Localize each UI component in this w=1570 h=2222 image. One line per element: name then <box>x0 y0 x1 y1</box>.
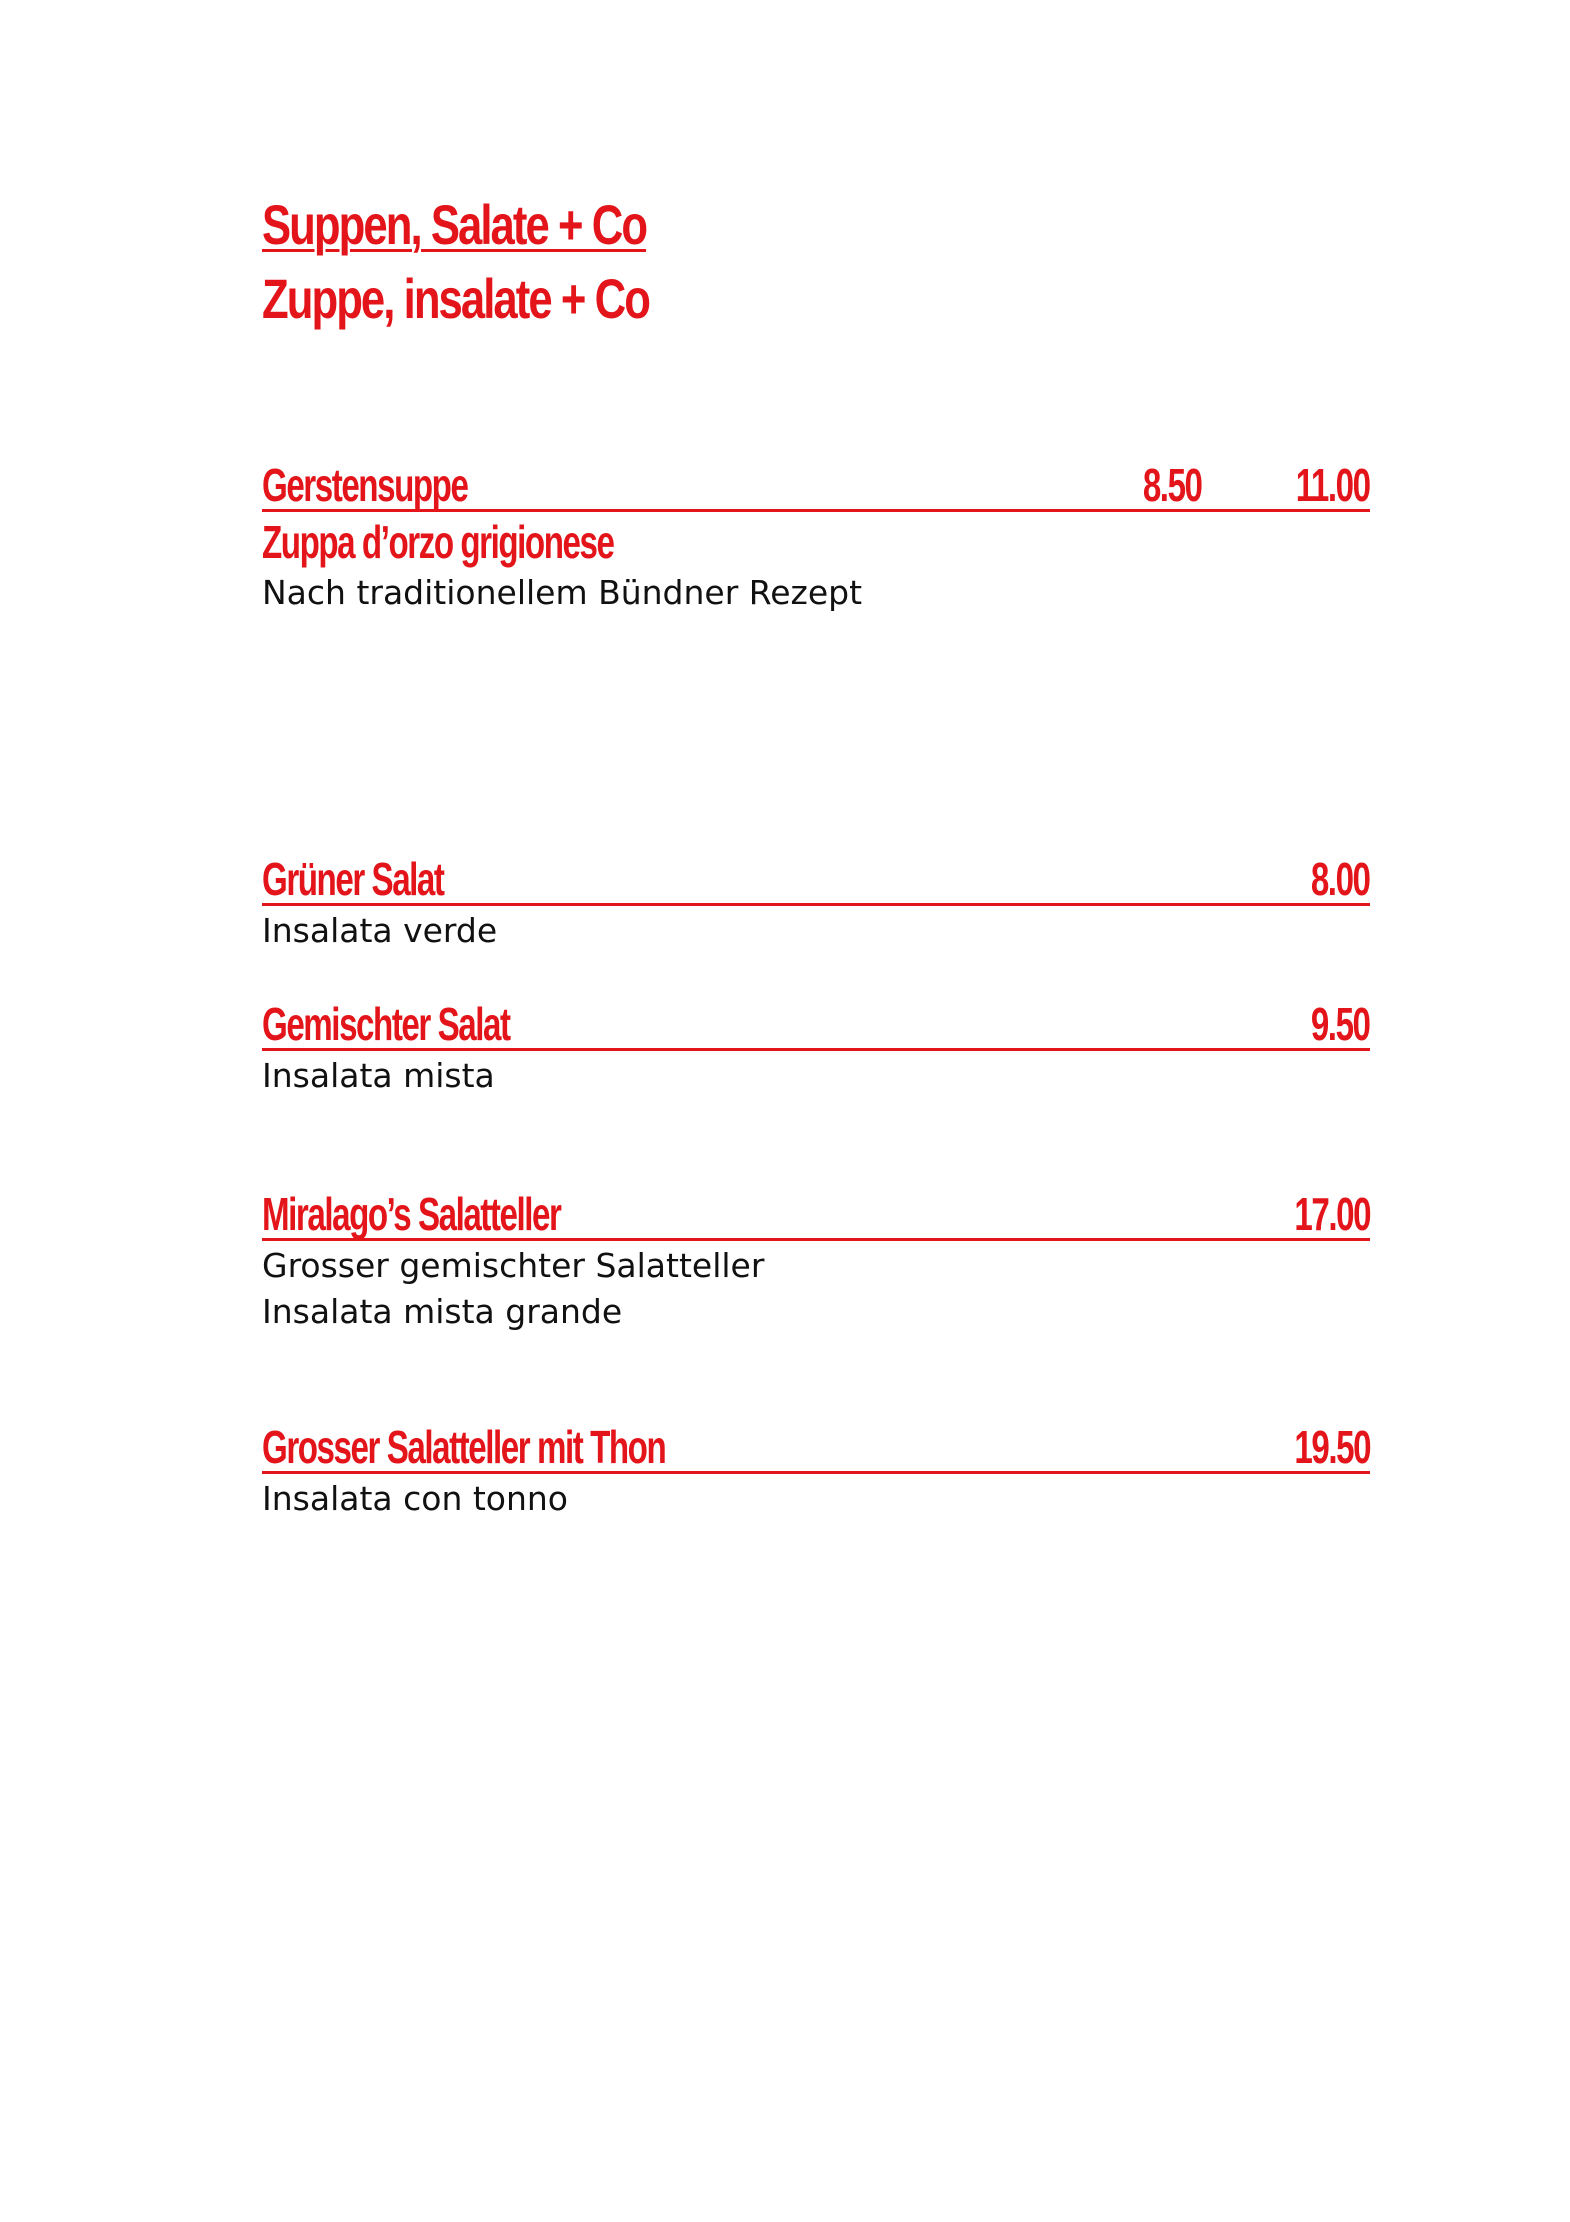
menu-item-price: 19.50 <box>1294 1421 1370 1473</box>
menu-item-price-large: 11.00 <box>1296 459 1370 511</box>
section-title-italian: Zuppe, insalate + Co <box>262 267 649 330</box>
menu-item-miralago-salatteller <box>262 1184 1370 1335</box>
menu-item-price: 8.00 <box>1311 853 1370 905</box>
menu-item-header <box>262 1184 1370 1241</box>
menu-item-gruener-salat <box>262 849 1370 954</box>
section-title-german: Suppen, Salate + Co <box>262 193 647 256</box>
menu-item-header <box>262 994 1370 1051</box>
menu-item-description: Grosser gemischter Salatteller <box>262 1246 765 1285</box>
menu-item-title: Gemischter Salat <box>262 998 510 1050</box>
menu-item-header <box>262 1417 1370 1474</box>
menu-item-description: Nach traditionellem Bündner Rezept <box>262 573 863 612</box>
menu-item-description: Insalata mista <box>262 1056 495 1095</box>
menu-item-gemischter-salat <box>262 994 1370 1099</box>
menu-item-description: Insalata con tonno <box>262 1479 568 1518</box>
menu-item-gerstensuppe <box>262 455 1370 616</box>
menu-item-header <box>262 455 1370 512</box>
menu-item-title: Gerstensuppe <box>262 459 468 511</box>
menu-item-title: Grosser Salatteller mit Thon <box>262 1421 666 1473</box>
menu-item-title: Grüner Salat <box>262 853 444 905</box>
section-heading <box>262 188 1362 336</box>
menu-item-price: 9.50 <box>1311 998 1370 1050</box>
menu-item-salatteller-thon <box>262 1417 1370 1522</box>
menu-item-price-small: 8.50 <box>1143 459 1202 511</box>
menu-item-header <box>262 849 1370 906</box>
menu-item-subtitle: Zuppa d’orzo grigionese <box>262 516 614 568</box>
menu-item-title: Miralago’s Salatteller <box>262 1188 561 1240</box>
menu-item-price: 17.00 <box>1294 1188 1370 1240</box>
menu-item-description-italian: Insalata mista grande <box>262 1292 623 1331</box>
menu-item-description: Insalata verde <box>262 911 498 950</box>
